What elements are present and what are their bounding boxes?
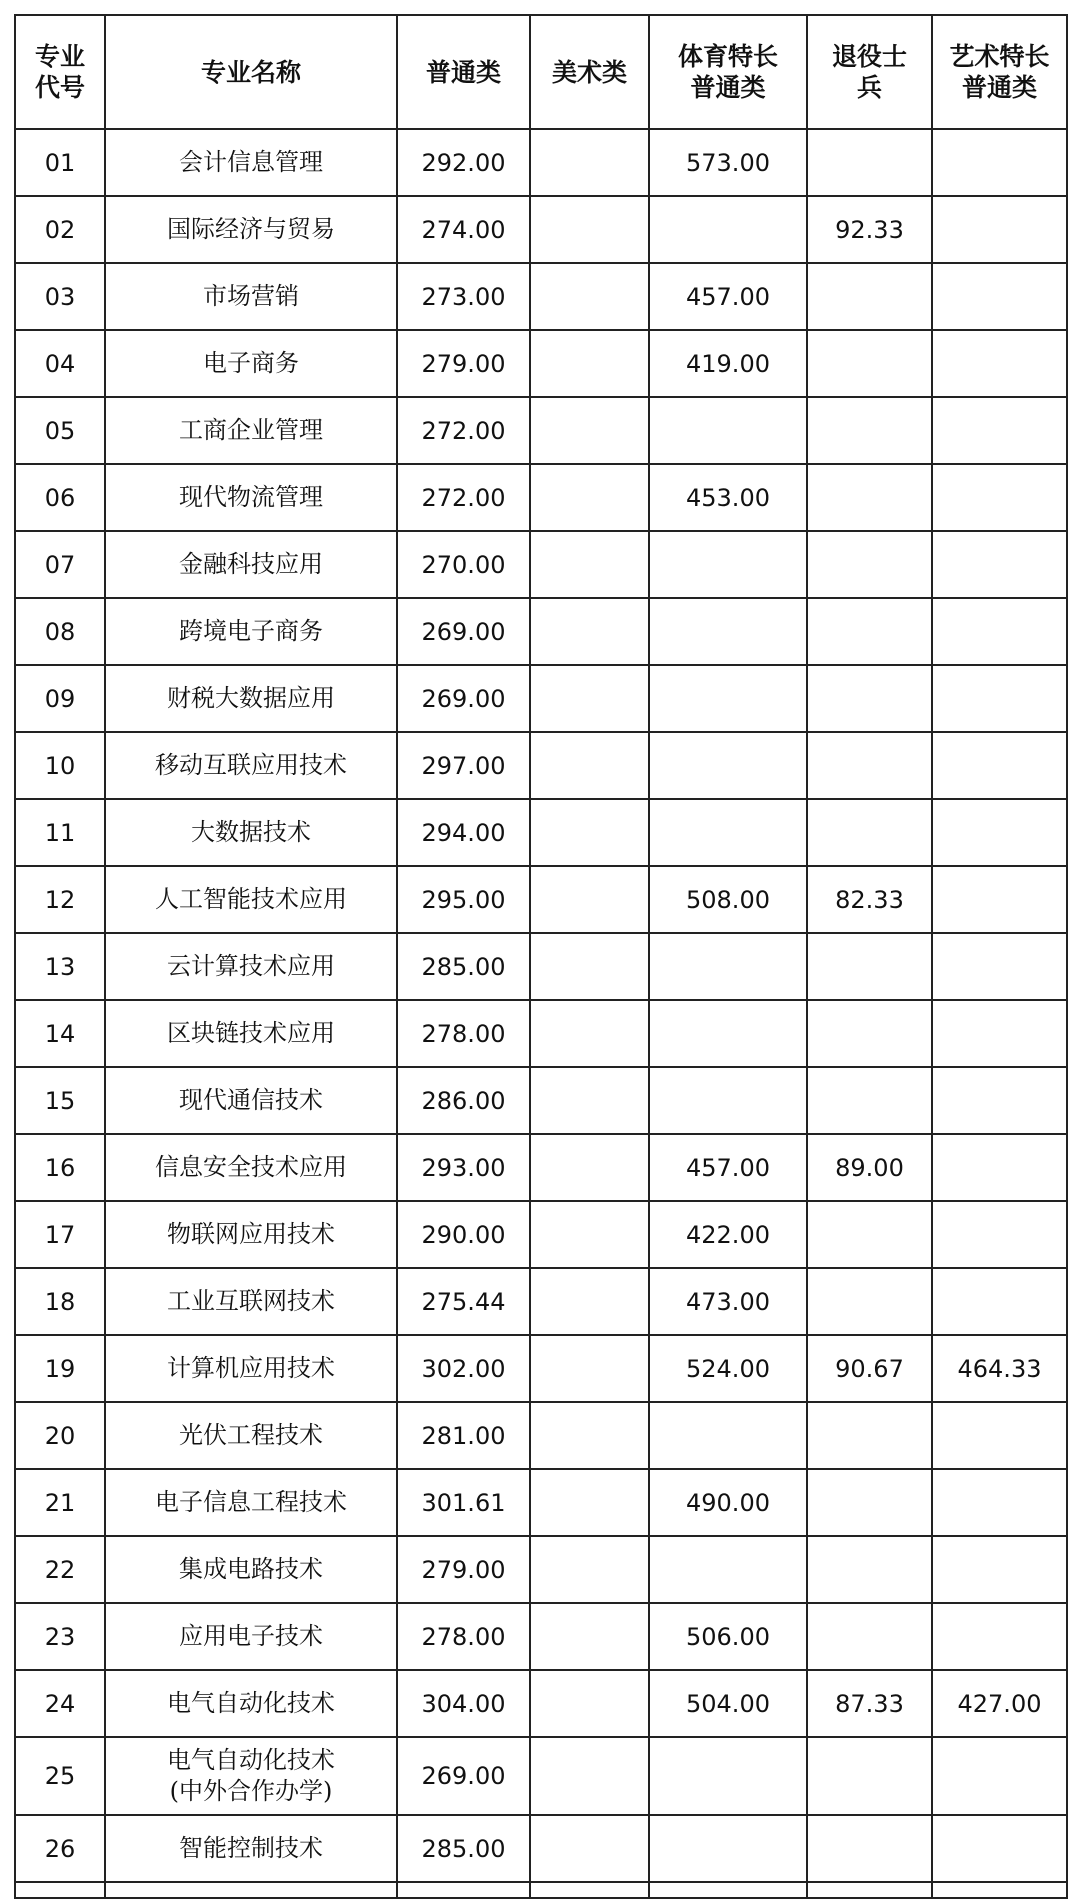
table-row xyxy=(15,1737,1067,1815)
cell-general: 304.00 xyxy=(397,1670,530,1737)
cell-art xyxy=(530,263,649,330)
table-row xyxy=(15,799,1067,866)
table-row xyxy=(15,1670,1067,1737)
cell-art-special xyxy=(932,1603,1067,1670)
cell-art-special xyxy=(932,598,1067,665)
cell-name xyxy=(105,330,397,397)
major-name-line: 人工智能技术应用 xyxy=(155,885,347,913)
cell-art-special xyxy=(932,129,1067,196)
table-row-cut-off xyxy=(15,1882,1067,1898)
cell-sports xyxy=(649,1536,807,1603)
cell-sports: 473.00 xyxy=(649,1268,807,1335)
cell-name xyxy=(105,933,397,1000)
major-name-line: 工业互联网技术 xyxy=(167,1287,335,1315)
cell-general: 274.00 xyxy=(397,196,530,263)
cell-general: 278.00 xyxy=(397,1000,530,1067)
major-name-line: 会计信息管理 xyxy=(179,148,323,176)
cell-name xyxy=(105,1201,397,1268)
table-row xyxy=(15,330,1067,397)
table-row xyxy=(15,1000,1067,1067)
major-name-line: 智能控制技术 xyxy=(179,1834,323,1862)
cell-code: 18 xyxy=(15,1268,105,1335)
header-name-line-1: 专业名称 xyxy=(200,57,301,87)
cell-code: 07 xyxy=(15,531,105,598)
cell-art-special xyxy=(932,1815,1067,1882)
cell-sports xyxy=(649,397,807,464)
cell-veteran xyxy=(807,263,932,330)
cell-art-special xyxy=(932,732,1067,799)
cell-art xyxy=(530,1067,649,1134)
cell-art xyxy=(530,933,649,1000)
cell-general: 272.00 xyxy=(397,464,530,531)
header-art-special xyxy=(932,15,1067,129)
cell-art-special xyxy=(932,1882,1067,1898)
cell-sports xyxy=(649,1815,807,1882)
cell-art-special xyxy=(932,1067,1067,1134)
cell-art xyxy=(530,397,649,464)
cell-code: 26 xyxy=(15,1815,105,1882)
table-row xyxy=(15,866,1067,933)
cell-code: 11 xyxy=(15,799,105,866)
cell-code: 12 xyxy=(15,866,105,933)
header-code-line-1: 专业 xyxy=(34,42,85,71)
cell-art xyxy=(530,1603,649,1670)
table-row xyxy=(15,1335,1067,1402)
cell-name xyxy=(105,263,397,330)
major-name-line: 光伏工程技术 xyxy=(179,1421,323,1449)
major-name-line: 财税大数据应用 xyxy=(167,684,335,712)
cell-art xyxy=(530,866,649,933)
header-art-line-1: 美术类 xyxy=(551,57,627,87)
table-row xyxy=(15,1536,1067,1603)
cell-name xyxy=(105,1268,397,1335)
cell-sports xyxy=(649,1000,807,1067)
cell-name xyxy=(105,1737,397,1815)
major-name-line: 集成电路技术 xyxy=(179,1555,323,1583)
table-row xyxy=(15,531,1067,598)
cell-art xyxy=(530,1402,649,1469)
cell-general: 295.00 xyxy=(397,866,530,933)
major-name-line: 云计算技术应用 xyxy=(167,952,335,980)
cell-art-special xyxy=(932,330,1067,397)
cell-veteran xyxy=(807,464,932,531)
table-row xyxy=(15,1469,1067,1536)
header-name xyxy=(105,15,397,129)
cell-code xyxy=(15,1882,105,1898)
cell-code: 10 xyxy=(15,732,105,799)
cell-veteran: 90.67 xyxy=(807,1335,932,1402)
cell-sports xyxy=(649,1737,807,1815)
cell-art-special xyxy=(932,1201,1067,1268)
cell-general: 297.00 xyxy=(397,732,530,799)
cell-art xyxy=(530,196,649,263)
cell-general: 272.00 xyxy=(397,397,530,464)
cell-name xyxy=(105,1000,397,1067)
cell-sports xyxy=(649,598,807,665)
cell-veteran xyxy=(807,1536,932,1603)
cell-code: 20 xyxy=(15,1402,105,1469)
cell-name xyxy=(105,1402,397,1469)
cell-code: 09 xyxy=(15,665,105,732)
cell-name xyxy=(105,397,397,464)
cell-code: 04 xyxy=(15,330,105,397)
cell-sports xyxy=(649,732,807,799)
cell-general: 279.00 xyxy=(397,330,530,397)
cell-code: 21 xyxy=(15,1469,105,1536)
table-row xyxy=(15,1067,1067,1134)
cell-sports: 419.00 xyxy=(649,330,807,397)
cell-name xyxy=(105,598,397,665)
cell-veteran xyxy=(807,1067,932,1134)
cell-general xyxy=(397,1882,530,1898)
cell-general: 278.00 xyxy=(397,1603,530,1670)
cell-name xyxy=(105,1067,397,1134)
table-row xyxy=(15,732,1067,799)
cell-name xyxy=(105,1335,397,1402)
major-name-line: 电气自动化技术 xyxy=(167,1689,335,1717)
score-table xyxy=(14,14,1068,1899)
cell-veteran xyxy=(807,598,932,665)
table-row xyxy=(15,665,1067,732)
cell-general: 270.00 xyxy=(397,531,530,598)
cell-general: 275.44 xyxy=(397,1268,530,1335)
cell-sports: 490.00 xyxy=(649,1469,807,1536)
cell-sports xyxy=(649,665,807,732)
cell-veteran: 89.00 xyxy=(807,1134,932,1201)
header-general xyxy=(397,15,530,129)
header-general-line-1: 普通类 xyxy=(425,57,501,87)
header-veteran xyxy=(807,15,932,129)
cell-general: 269.00 xyxy=(397,1737,530,1815)
cell-name xyxy=(105,1536,397,1603)
cell-art-special xyxy=(932,665,1067,732)
major-name-line: 物联网应用技术 xyxy=(167,1220,335,1248)
cell-veteran xyxy=(807,1603,932,1670)
cell-code: 02 xyxy=(15,196,105,263)
cell-art xyxy=(530,732,649,799)
table-row xyxy=(15,397,1067,464)
cell-sports: 457.00 xyxy=(649,263,807,330)
cell-name xyxy=(105,866,397,933)
cell-art xyxy=(530,1469,649,1536)
cell-art xyxy=(530,1670,649,1737)
cell-veteran: 82.33 xyxy=(807,866,932,933)
cell-art-special xyxy=(932,1402,1067,1469)
cell-name xyxy=(105,1882,397,1898)
cell-sports xyxy=(649,799,807,866)
cell-sports: 422.00 xyxy=(649,1201,807,1268)
cell-veteran: 87.33 xyxy=(807,1670,932,1737)
cell-art-special xyxy=(932,1737,1067,1815)
cell-art xyxy=(530,1815,649,1882)
header-code xyxy=(15,15,105,129)
cell-general: 286.00 xyxy=(397,1067,530,1134)
table-row xyxy=(15,933,1067,1000)
cell-name xyxy=(105,1815,397,1882)
cell-name xyxy=(105,1670,397,1737)
cell-code: 15 xyxy=(15,1067,105,1134)
cell-name xyxy=(105,665,397,732)
major-name-line: 移动互联应用技术 xyxy=(155,751,347,779)
header-sports-line-1: 体育特长 xyxy=(677,42,778,71)
cell-general: 285.00 xyxy=(397,1815,530,1882)
table-row xyxy=(15,1268,1067,1335)
table-row xyxy=(15,1201,1067,1268)
major-name-line: (中外合作办学) xyxy=(169,1777,333,1805)
cell-veteran: 92.33 xyxy=(807,196,932,263)
cell-art-special xyxy=(932,1268,1067,1335)
cell-code: 01 xyxy=(15,129,105,196)
major-name-line: 现代通信技术 xyxy=(179,1086,323,1114)
cell-name xyxy=(105,1469,397,1536)
cell-general: 269.00 xyxy=(397,665,530,732)
cell-code: 22 xyxy=(15,1536,105,1603)
cell-name xyxy=(105,799,397,866)
major-name-line: 金融科技应用 xyxy=(179,550,323,578)
cell-general: 269.00 xyxy=(397,598,530,665)
cell-art-special: 464.33 xyxy=(932,1335,1067,1402)
table-row xyxy=(15,1603,1067,1670)
major-name-line: 国际经济与贸易 xyxy=(167,215,335,243)
cell-art-special xyxy=(932,933,1067,1000)
cell-art-special xyxy=(932,799,1067,866)
score-table-container xyxy=(14,14,1066,1899)
cell-art xyxy=(530,598,649,665)
cell-art xyxy=(530,799,649,866)
cell-sports: 504.00 xyxy=(649,1670,807,1737)
cell-art xyxy=(530,1000,649,1067)
major-name-line: 电气自动化技术 xyxy=(167,1746,335,1774)
table-row xyxy=(15,129,1067,196)
table-row xyxy=(15,1815,1067,1882)
major-name-line: 工商企业管理 xyxy=(179,416,323,444)
cell-sports: 524.00 xyxy=(649,1335,807,1402)
cell-general: 292.00 xyxy=(397,129,530,196)
cell-art xyxy=(530,1882,649,1898)
header-row xyxy=(15,15,1067,129)
cell-sports: 457.00 xyxy=(649,1134,807,1201)
cell-code: 19 xyxy=(15,1335,105,1402)
cell-name xyxy=(105,196,397,263)
cell-general: 293.00 xyxy=(397,1134,530,1201)
cell-general: 294.00 xyxy=(397,799,530,866)
cell-art-special xyxy=(932,1134,1067,1201)
cell-art-special xyxy=(932,1536,1067,1603)
cell-sports xyxy=(649,196,807,263)
cell-code: 25 xyxy=(15,1737,105,1815)
cell-art xyxy=(530,531,649,598)
cell-code: 13 xyxy=(15,933,105,1000)
cell-art-special xyxy=(932,464,1067,531)
cell-art-special xyxy=(932,531,1067,598)
cell-veteran xyxy=(807,531,932,598)
cell-code: 24 xyxy=(15,1670,105,1737)
cell-art xyxy=(530,665,649,732)
major-name-line: 现代物流管理 xyxy=(179,483,323,511)
cell-art xyxy=(530,129,649,196)
cell-code: 17 xyxy=(15,1201,105,1268)
cell-art xyxy=(530,1201,649,1268)
major-name-line: 信息安全技术应用 xyxy=(155,1153,347,1181)
cell-veteran xyxy=(807,732,932,799)
cell-code: 14 xyxy=(15,1000,105,1067)
table-row xyxy=(15,263,1067,330)
header-art-special-line-1: 艺术特长 xyxy=(949,42,1050,71)
major-name-line: 应用电子技术 xyxy=(179,1622,323,1650)
cell-sports xyxy=(649,1402,807,1469)
cell-veteran xyxy=(807,933,932,1000)
cell-sports: 506.00 xyxy=(649,1603,807,1670)
cell-name xyxy=(105,464,397,531)
cell-general: 302.00 xyxy=(397,1335,530,1402)
cell-veteran xyxy=(807,1737,932,1815)
header-art-special-line-2: 普通类 xyxy=(961,73,1037,102)
cell-veteran xyxy=(807,1815,932,1882)
header-veteran-line-2: 兵 xyxy=(856,73,882,102)
cell-veteran xyxy=(807,665,932,732)
score-table-body xyxy=(15,129,1067,1898)
cell-name xyxy=(105,129,397,196)
cell-name xyxy=(105,531,397,598)
cell-code: 05 xyxy=(15,397,105,464)
cell-sports: 573.00 xyxy=(649,129,807,196)
cell-veteran xyxy=(807,1402,932,1469)
major-name-line: 区块链技术应用 xyxy=(167,1019,335,1047)
cell-art-special xyxy=(932,397,1067,464)
cell-art-special xyxy=(932,196,1067,263)
header-sports-line-2: 普通类 xyxy=(690,73,766,102)
cell-veteran xyxy=(807,397,932,464)
cell-veteran xyxy=(807,799,932,866)
table-row xyxy=(15,196,1067,263)
table-row xyxy=(15,464,1067,531)
cell-art-special xyxy=(932,866,1067,933)
major-name-line: 跨境电子商务 xyxy=(179,617,323,645)
header-sports xyxy=(649,15,807,129)
table-row xyxy=(15,598,1067,665)
cell-general: 285.00 xyxy=(397,933,530,1000)
major-name-line: 计算机应用技术 xyxy=(167,1354,335,1382)
cell-sports xyxy=(649,1882,807,1898)
cell-veteran xyxy=(807,129,932,196)
cell-general: 281.00 xyxy=(397,1402,530,1469)
major-name-line: 市场营销 xyxy=(203,282,299,310)
major-name-line: 电子商务 xyxy=(203,349,299,377)
cell-veteran xyxy=(807,1000,932,1067)
cell-code: 16 xyxy=(15,1134,105,1201)
cell-sports: 508.00 xyxy=(649,866,807,933)
cell-name xyxy=(105,1603,397,1670)
header-veteran-line-1: 退役士 xyxy=(831,42,907,71)
header-code-line-2: 代号 xyxy=(34,73,85,102)
cell-sports xyxy=(649,1067,807,1134)
cell-art xyxy=(530,330,649,397)
cell-art-special xyxy=(932,1469,1067,1536)
cell-name xyxy=(105,1134,397,1201)
cell-art-special xyxy=(932,1000,1067,1067)
cell-code: 06 xyxy=(15,464,105,531)
cell-art xyxy=(530,1335,649,1402)
table-row xyxy=(15,1134,1067,1201)
cell-veteran xyxy=(807,330,932,397)
major-name-line: 大数据技术 xyxy=(191,818,311,846)
cell-art-special xyxy=(932,263,1067,330)
cell-veteran xyxy=(807,1268,932,1335)
cell-general: 301.61 xyxy=(397,1469,530,1536)
cell-art-special: 427.00 xyxy=(932,1670,1067,1737)
cell-code: 23 xyxy=(15,1603,105,1670)
cell-general: 279.00 xyxy=(397,1536,530,1603)
cell-art xyxy=(530,1737,649,1815)
cell-art xyxy=(530,1536,649,1603)
cell-general: 290.00 xyxy=(397,1201,530,1268)
cell-sports xyxy=(649,531,807,598)
cell-art xyxy=(530,1134,649,1201)
major-name-line: 电子信息工程技术 xyxy=(155,1488,347,1516)
cell-name xyxy=(105,732,397,799)
cell-veteran xyxy=(807,1469,932,1536)
cell-art xyxy=(530,464,649,531)
cell-sports: 453.00 xyxy=(649,464,807,531)
cell-sports xyxy=(649,933,807,1000)
cell-art xyxy=(530,1268,649,1335)
header-art xyxy=(530,15,649,129)
cell-code: 03 xyxy=(15,263,105,330)
cell-code: 08 xyxy=(15,598,105,665)
table-row xyxy=(15,1402,1067,1469)
cell-veteran xyxy=(807,1201,932,1268)
cell-veteran xyxy=(807,1882,932,1898)
cell-general: 273.00 xyxy=(397,263,530,330)
